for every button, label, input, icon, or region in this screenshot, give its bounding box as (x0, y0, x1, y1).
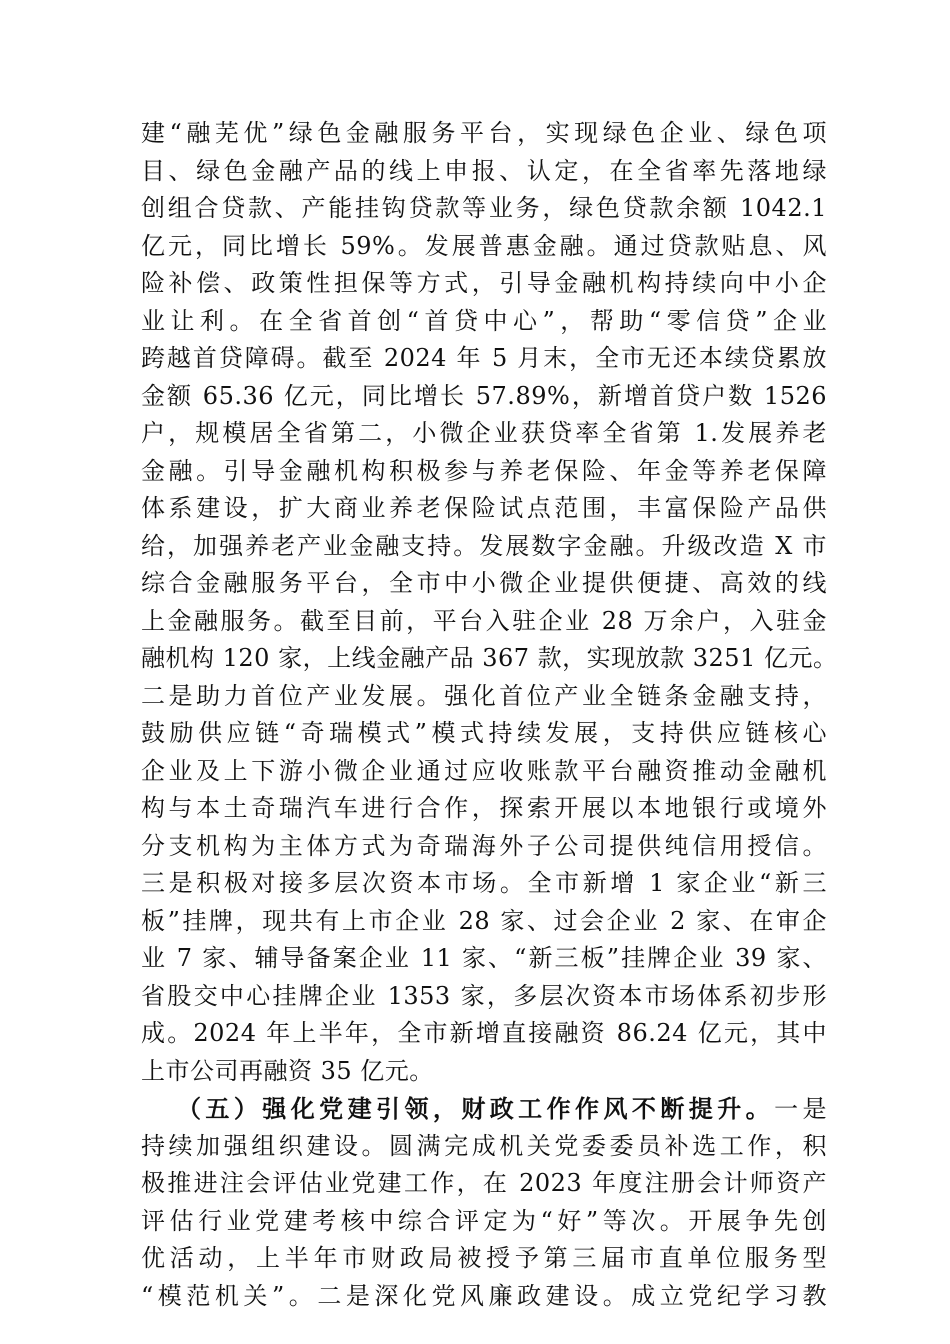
paragraph-line: 险补偿、政策性担保等方式，引导金融机构持续向中小企 (141, 269, 827, 297)
paragraph-line: 建“融芜优”绿色金融服务平台，实现绿色企业、绿色项 (141, 119, 827, 147)
paragraph-line: 给，加强养老产业金融支持。发展数字金融。升级改造 X 市 (141, 531, 827, 560)
paragraph-line: 极推进注会评估业党建工作，在 2023 年度注册会计师资产 (141, 1169, 827, 1197)
paragraph-line: 目、绿色金融产品的线上申报、认定，在全省率先落地绿 (141, 156, 827, 185)
section-heading: （五）强化党建引领，财政工作作风不断提升。 (177, 1094, 775, 1123)
paragraph-line: 上金融服务。截至目前，平台入驻企业 28 万余户，入驻金 (141, 606, 827, 635)
paragraph-line: 二是助力首位产业发展。强化首位产业全链条金融支持， (141, 681, 827, 710)
paragraph-line: 构与本土奇瑞汽车进行合作，探索开展以本地银行或境外 (141, 794, 827, 822)
paragraph-line: 优活动，上半年市财政局被授予第三届市直单位服务型 (141, 1244, 827, 1272)
paragraph-line: 企业及上下游小微企业通过应收账款平台融资推动金融机 (141, 756, 827, 785)
paragraph-line: 金额 65.36 亿元，同比增长 57.89%，新增首贷户数 1526 (141, 381, 827, 410)
section-heading-continuation: 一是 (774, 1095, 828, 1123)
paragraph-line: “模范机关”。二是深化党风廉政建设。成立党纪学习教 (141, 1281, 827, 1310)
paragraph-line: 户，规模居全省第二，小微企业获贷率全省第 1.发展养老 (141, 419, 827, 447)
paragraph-line: 综合金融服务平台，全市中小微企业提供便捷、高效的线 (141, 569, 827, 597)
paragraph-line: 跨越首贷障碍。截至 2024 年 5 月末，全市无还本续贷累放 (141, 344, 827, 372)
body-text (141, 115, 838, 1315)
paragraph-line: 业 7 家、辅导备案企业 11 家、“新三板”挂牌企业 39 家、 (141, 944, 827, 972)
paragraph-line: 亿元，同比增长 59%。发展普惠金融。通过贷款贴息、风 (141, 231, 827, 260)
paragraph-line: 创组合贷款、产能挂钩贷款等业务，绿色贷款余额 1042.1 (141, 194, 827, 222)
paragraph-line: 融机构 120 家，上线金融产品 367 款，实现放款 3251 亿元。 (141, 644, 838, 672)
paragraph-line: 板”挂牌，现共有上市企业 28 家、过会企业 2 家、在审企 (141, 906, 827, 935)
paragraph-line: 上市公司再融资 35 亿元。 (141, 1056, 434, 1085)
paragraph-line: 体系建设，扩大商业养老保险试点范围，丰富保险产品供 (141, 494, 827, 522)
paragraph-line: 金融。引导金融机构积极参与养老保险、年金等养老保障 (141, 456, 827, 485)
paragraph-line: 分支机构为主体方式为奇瑞海外子公司提供纯信用授信。 (141, 831, 827, 860)
paragraph-line: 评估行业党建考核中综合评定为“好”等次。开展争先创 (141, 1206, 827, 1235)
paragraph-line: 成。2024 年上半年，全市新增直接融资 86.24 亿元，其中 (141, 1019, 827, 1047)
paragraph-line: 鼓励供应链“奇瑞模式”模式持续发展，支持供应链核心 (141, 719, 827, 747)
paragraph-line: 三是积极对接多层次资本市场。全市新增 1 家企业“新三 (141, 869, 827, 897)
paragraph-line: 省股交中心挂牌企业 1353 家，多层次资本市场体系初步形 (141, 981, 827, 1010)
section-heading-line (141, 1090, 827, 1128)
paragraph-line: 持续加强组织建设。圆满完成机关党委委员补选工作，积 (141, 1131, 827, 1160)
paragraph-line: 业让利。在全省首创“首贷中心”，帮助“零信贷”企业 (141, 306, 827, 335)
